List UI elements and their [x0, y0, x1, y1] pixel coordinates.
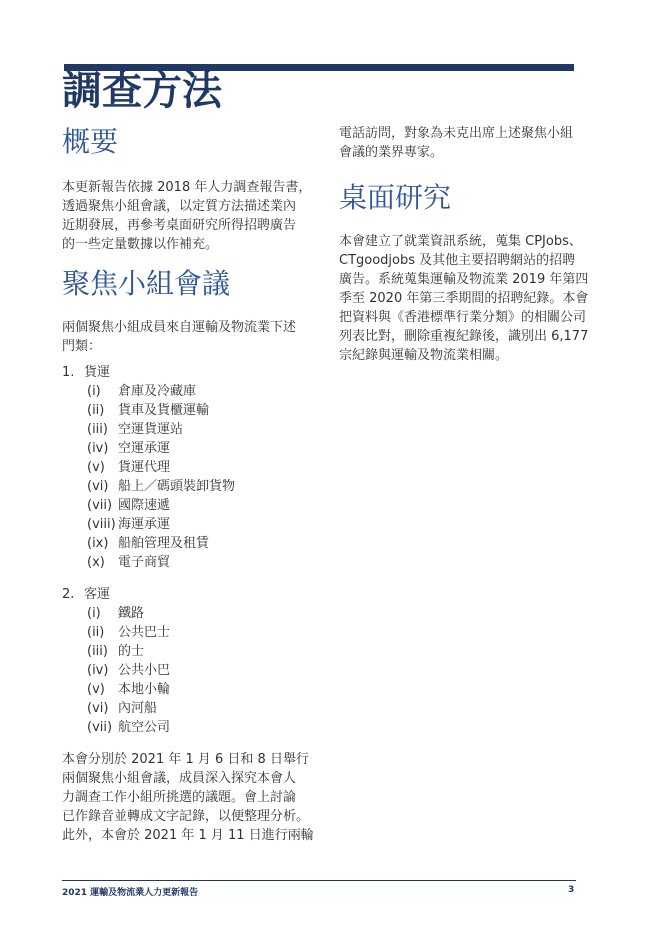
list-item-number: (vi): [87, 479, 109, 494]
page-number: 3: [568, 885, 575, 895]
page-title: 調查方法: [62, 67, 222, 114]
list-item: [62, 623, 170, 642]
closing-line: 已作錄音並轉成文字記錄，以便整理分析。: [62, 809, 310, 824]
desk-research-heading: 桌面研究: [339, 181, 452, 214]
list-item-number: (vi): [87, 701, 109, 716]
closing-line: 本會分別於 2021 年 1 月 6 日和 8 日舉行: [62, 752, 309, 767]
list-item: [62, 534, 235, 553]
overview-line: 的一些定量數據以作補充。: [62, 237, 219, 252]
list-item-label: 海運承運: [118, 517, 171, 532]
desk-line: CTgoodjobs 及其他主要招聘網站的招聘: [339, 253, 576, 268]
list-item-label: 倉庫及冷藏庫: [118, 384, 197, 399]
list-item-number: (i): [87, 384, 101, 399]
list-item: [62, 553, 235, 572]
list-item: [62, 515, 235, 534]
focus-group-closing: [62, 750, 314, 845]
category-number: 1.: [62, 365, 75, 380]
list-item-label: 貨運代理: [118, 460, 171, 475]
list-item: [62, 420, 235, 439]
list-item: [62, 458, 235, 477]
list-item: [62, 642, 170, 661]
list-item-label: 國際速遞: [118, 498, 171, 513]
list-item-number: (v): [87, 460, 105, 475]
freight-category-list: [62, 363, 235, 572]
list-item-number: (ix): [87, 536, 109, 551]
list-item: [62, 439, 235, 458]
continuation-paragraph: [339, 124, 573, 162]
closing-line: 力調查工作小組所挑選的議題。會上討論: [62, 790, 297, 805]
list-item-label: 本地小輪: [118, 682, 171, 697]
desk-research-paragraph: [339, 232, 588, 365]
list-item-number: (vii): [87, 720, 113, 735]
list-item: [62, 604, 170, 623]
list-item-label: 公共小巴: [118, 663, 171, 678]
overview-paragraph: [62, 178, 311, 254]
footer-report-title: 2021 運輸及物流業人力更新報告: [62, 888, 199, 898]
desk-line: 季至 2020 年第三季期間的招聘紀錄。本會: [339, 291, 589, 306]
intro-line: 兩個聚焦小組成員來自運輸及物流業下述: [62, 320, 297, 335]
desk-line: 廣告。系統蒐集運輸及物流業 2019 年第四: [339, 272, 589, 287]
list-item: [62, 496, 235, 515]
list-item-number: (iv): [87, 441, 109, 456]
list-item: [62, 661, 170, 680]
overview-line: 透過聚焦小組會議，以定質方法描述業內: [62, 199, 297, 214]
list-item-number: (i): [87, 606, 101, 621]
list-item-label: 鐵路: [118, 606, 145, 621]
footer-rule: [62, 880, 576, 881]
list-item: [62, 718, 170, 737]
list-item: [62, 680, 170, 699]
list-item-number: (x): [87, 555, 105, 570]
overview-heading: 概要: [62, 125, 119, 158]
list-item-number: (v): [87, 682, 105, 697]
list-item: [62, 477, 235, 496]
intro-line: 門類：: [62, 339, 102, 354]
category-freight: [62, 363, 235, 382]
list-item-number: (iii): [87, 422, 108, 437]
desk-line: 把資料與《香港標準行業分類》的相關公司: [339, 310, 587, 325]
list-item-label: 船舶管理及租賃: [118, 536, 210, 551]
category-passenger: [62, 585, 170, 604]
list-item-label: 貨車及貨櫃運輸: [118, 403, 210, 418]
list-item-label: 空運貨運站: [118, 422, 184, 437]
desk-line: 宗紀錄與運輸及物流業相關。: [339, 348, 509, 363]
continuation-line: 會議的業界專家。: [339, 145, 444, 160]
focus-group-intro: [62, 318, 296, 356]
list-item-label: 的士: [118, 644, 145, 659]
overview-line: 近期發展，再參考桌面研究所得招聘廣告: [62, 218, 297, 233]
list-item-label: 航空公司: [118, 720, 171, 735]
closing-line: 兩個聚焦小組會議，成員深入探究本會人: [62, 771, 297, 786]
focus-group-heading: 聚焦小組會議: [62, 267, 231, 300]
list-item-number: (iii): [87, 644, 108, 659]
list-item-number: (iv): [87, 663, 109, 678]
passenger-category-list: [62, 585, 170, 737]
list-item-label: 公共巴士: [118, 625, 171, 640]
desk-line: 列表比對，刪除重複紀錄後，識別出 6,177: [339, 329, 589, 344]
list-item: [62, 401, 235, 420]
category-number: 2.: [62, 587, 75, 602]
list-item-number: (ii): [87, 403, 105, 418]
category-label: 客運: [84, 587, 111, 602]
list-item-label: 電子商貿: [118, 555, 171, 570]
list-item-number: (vii): [87, 498, 113, 513]
category-label: 貨運: [84, 365, 111, 380]
list-item-label: 內河船: [118, 701, 158, 716]
list-item: [62, 382, 235, 401]
closing-line: 此外，本會於 2021 年 1 月 11 日進行兩輪: [62, 828, 314, 843]
list-item-number: (viii): [87, 517, 116, 532]
continuation-line: 電話訪問，對象為未克出席上述聚焦小組: [339, 126, 574, 141]
overview-line: 本更新報告依據 2018 年人力調查報告書，: [62, 180, 312, 195]
desk-line: 本會建立了就業資訊系統，蒐集 CPJobs、: [339, 234, 582, 249]
list-item-label: 船上／碼頭裝卸貨物: [118, 479, 236, 494]
list-item-label: 空運承運: [118, 441, 171, 456]
list-item: [62, 699, 170, 718]
list-item-number: (ii): [87, 625, 105, 640]
